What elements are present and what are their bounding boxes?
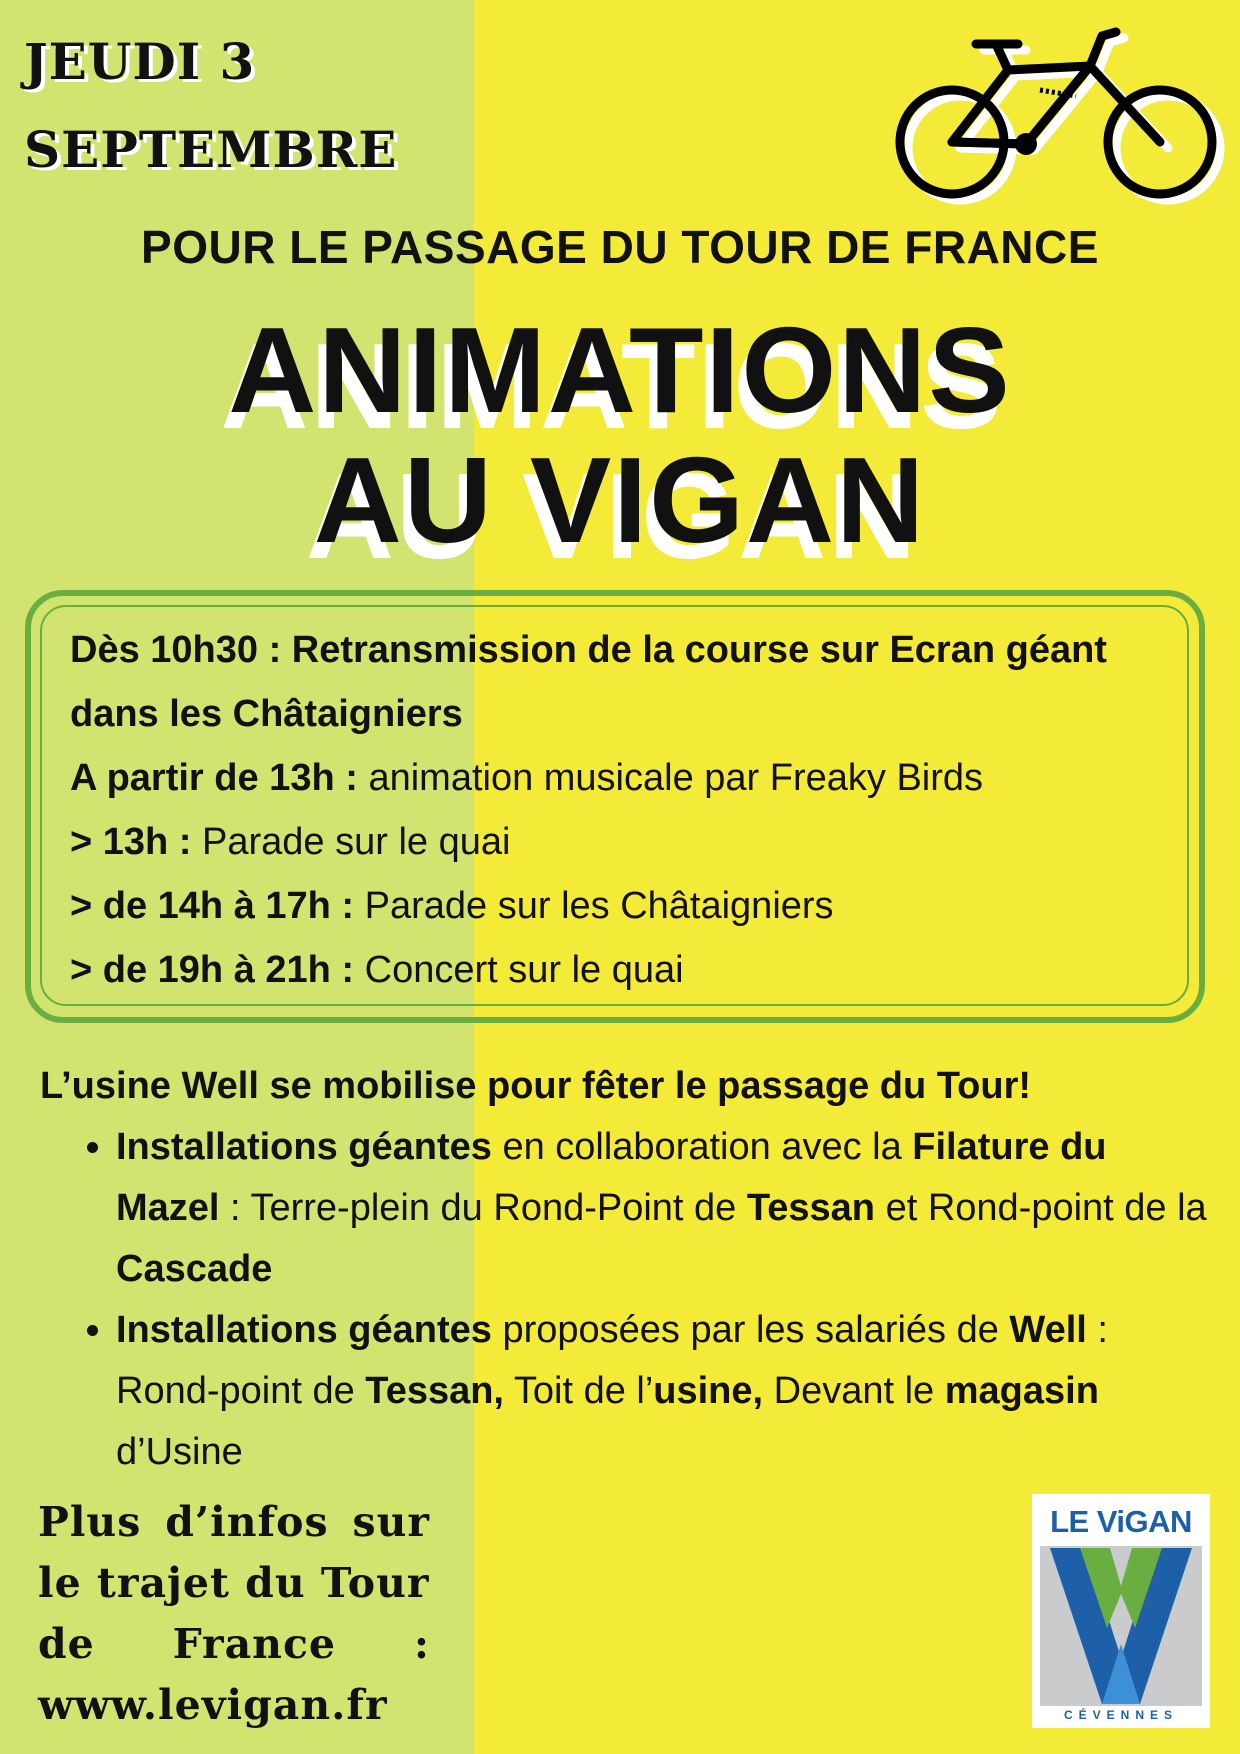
info-line <box>38 1614 430 1675</box>
item-text: Tessan, <box>365 1370 504 1412</box>
item-text: Installations géantes <box>116 1126 492 1168</box>
program-desc: animation musicale par Freaky Birds <box>357 757 984 799</box>
item-text: Toit de l’ <box>504 1370 654 1412</box>
item-text: Cascade <box>116 1248 273 1290</box>
program-line <box>70 810 1190 874</box>
logo-title: LE ViGAN <box>1050 1504 1192 1539</box>
website-link[interactable]: www.levigan.fr <box>38 1681 388 1729</box>
program-line: dans les Châtaigniers <box>70 693 463 735</box>
info-word: Plus <box>38 1498 142 1546</box>
program-line <box>70 746 1190 810</box>
program-time: > de 14h à 17h : <box>70 885 355 927</box>
info-word: : <box>413 1620 430 1668</box>
info-word: d’infos <box>165 1498 329 1546</box>
item-text: en collaboration avec la <box>491 1126 913 1168</box>
event-date <box>24 18 397 194</box>
info-word: de <box>38 1620 95 1668</box>
logo-subtitle: CÉVENNES <box>1063 1708 1179 1722</box>
info-word: sur <box>352 1498 430 1546</box>
list-item <box>116 1117 1210 1300</box>
program-line: Dès 10h30 : Retransmission de la course sur Ecran géant <box>70 629 1107 671</box>
item-text: Filature du Mazel <box>116 1126 1107 1229</box>
bicycle-icon <box>890 14 1230 214</box>
program-list <box>70 618 1190 1002</box>
info-word: France <box>172 1620 337 1668</box>
logo-mark-icon <box>1040 1546 1202 1706</box>
program-time: A partir de 13h : <box>70 757 358 799</box>
item-text: d’Usine <box>116 1431 243 1473</box>
program-desc: Parade sur les Châtaigniers <box>354 885 834 927</box>
well-list <box>40 1117 1210 1483</box>
le-vigan-logo <box>1032 1494 1210 1728</box>
item-text: Devant le <box>763 1370 945 1412</box>
item-text: : Terre-plein du Rond-Point de <box>219 1187 747 1229</box>
title-line-2: AU VIGAN <box>313 432 927 568</box>
program-desc: Concert sur le quai <box>354 949 684 991</box>
title-line-1: ANIMATIONS <box>228 302 1012 438</box>
item-text: et Rond-point de la <box>875 1187 1207 1229</box>
item-text: usine, <box>653 1370 764 1412</box>
list-item <box>116 1300 1210 1483</box>
subtitle: POUR LE PASSAGE DU TOUR DE FRANCE <box>141 221 1099 273</box>
item-text: Installations géantes <box>116 1309 492 1351</box>
item-text: : Rond-point de <box>116 1309 1108 1412</box>
info-line: le trajet du Tour <box>38 1559 430 1607</box>
item-text: Tessan <box>746 1187 876 1229</box>
date-line-2: SEPTEMBRE <box>24 120 398 179</box>
program-desc: Parade sur le quai <box>191 821 511 863</box>
date-line-1: JEUDI 3 <box>24 32 256 91</box>
program-line <box>70 874 1190 938</box>
program-time: > de 19h à 21h : <box>70 949 355 991</box>
item-text: Well <box>1009 1309 1087 1351</box>
info-line <box>38 1492 430 1553</box>
more-info <box>38 1492 430 1736</box>
well-section <box>40 1056 1210 1483</box>
well-heading: L’usine Well se mobilise pour fêter le passage du Tour! <box>40 1065 1032 1107</box>
program-time: > 13h : <box>70 821 192 863</box>
program-line <box>70 938 1190 1002</box>
item-text: magasin <box>944 1370 1099 1412</box>
item-text: proposées par les salariés de <box>491 1309 1010 1351</box>
page-title <box>0 302 1240 568</box>
